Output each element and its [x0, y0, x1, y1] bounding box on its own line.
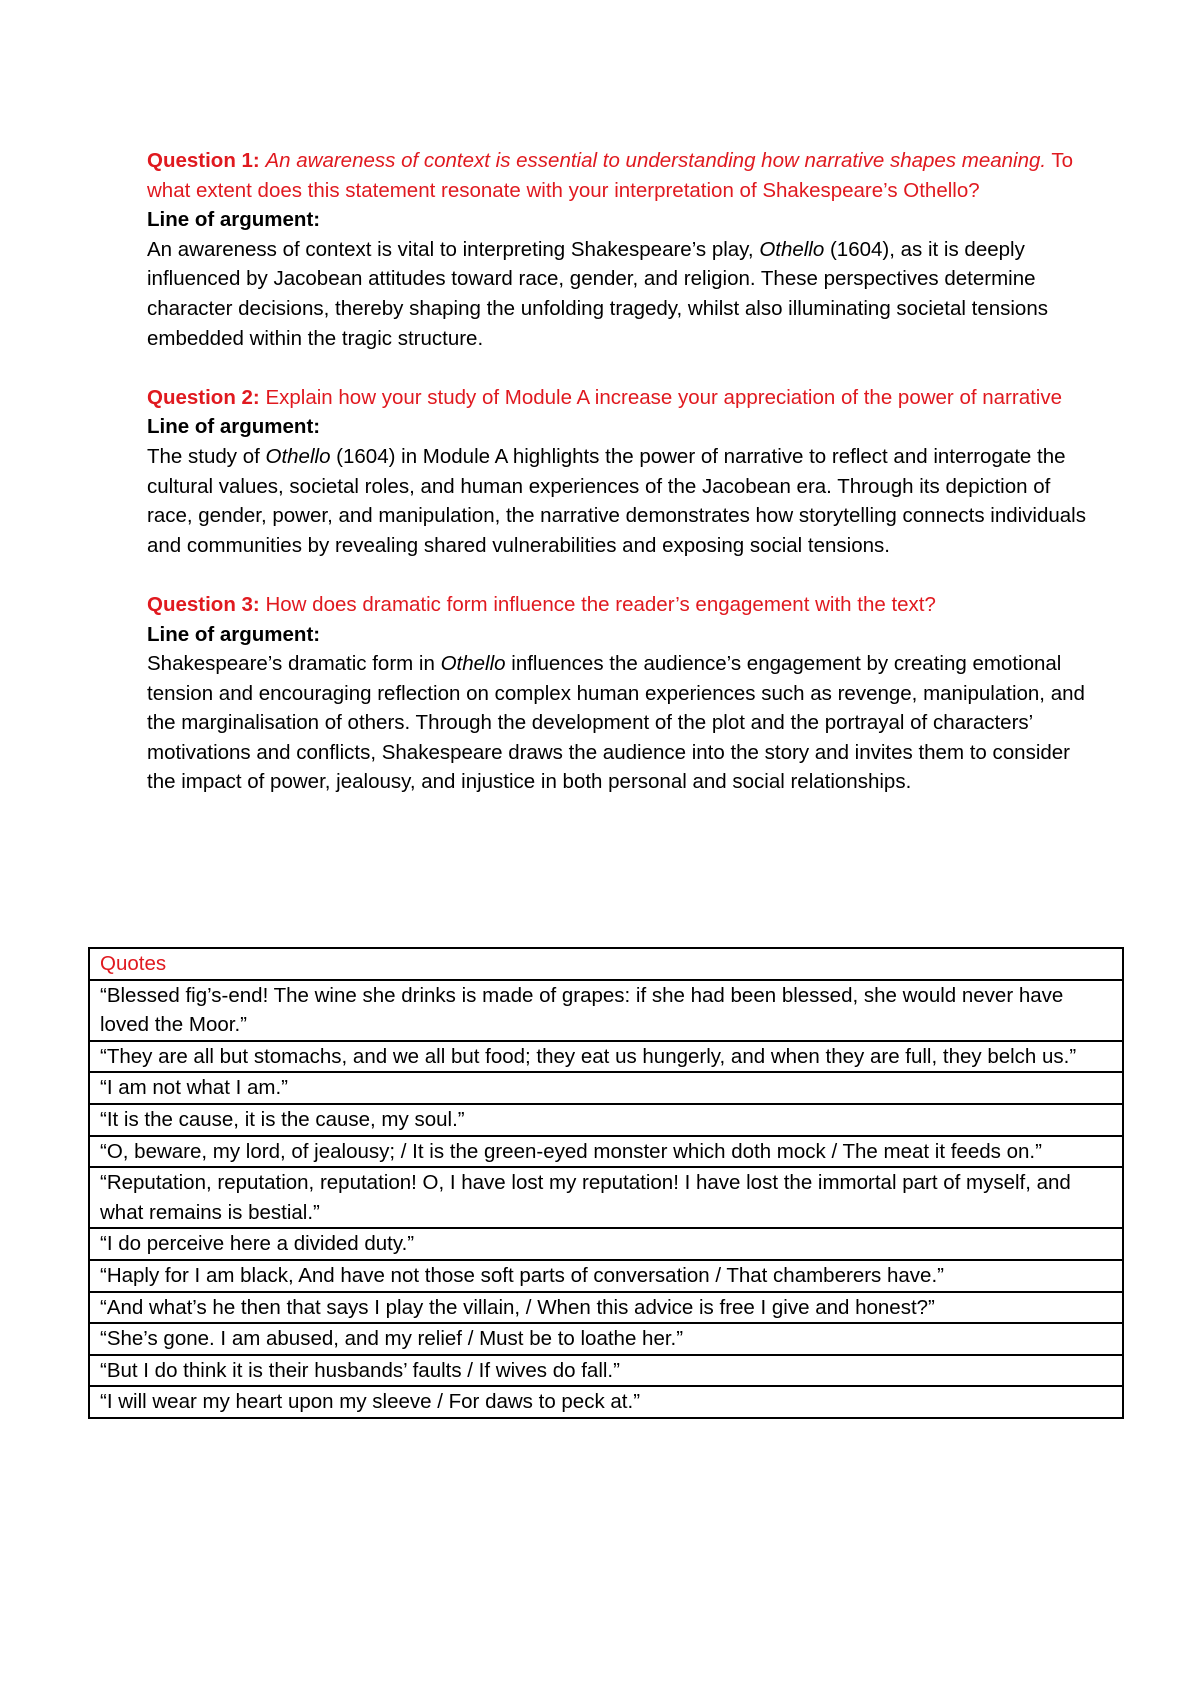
question-block-1 [147, 146, 1087, 353]
question-1-prompt [147, 146, 1087, 205]
argument-3-text-b: influences the audience’s engagement by creating emotional tension and encouraging reflection on complex human experiences such as revenge, manipulation, and the marginalisation of others. Through the development of the plot and the portrayal of characters’ motivations and conflicts, Shakespeare draws the audience into the story and invites them to consider the impact of power, jealousy, and injustice in both personal and social relationships. [147, 652, 1085, 794]
quotes-header-row [89, 948, 1123, 980]
question-3-prompt [147, 590, 1087, 620]
question-2-argument [147, 442, 1087, 560]
question-2-argument-label: Line of argument: [147, 415, 321, 439]
question-2-label: Question 2: [147, 385, 260, 409]
question-3-argument [147, 649, 1087, 797]
quote-row [89, 980, 1123, 1041]
argument-3-title: Othello [440, 652, 506, 676]
quote-cell: “O, beware, my lord, of jealousy; / It is the green-eyed monster which doth mock / The meat it feeds on.” [89, 1136, 1123, 1168]
quote-row [89, 1292, 1123, 1324]
questions-section [147, 146, 1087, 827]
argument-1-text-a: An awareness of context is vital to interpreting Shakespeare’s play, [147, 237, 760, 261]
quote-row [89, 1041, 1123, 1073]
quote-cell: “She’s gone. I am abused, and my relief / Must be to loathe her.” [89, 1323, 1123, 1355]
quotes-table [88, 947, 1124, 1419]
quote-row [89, 1323, 1123, 1355]
quote-cell: “I do perceive here a divided duty.” [89, 1228, 1123, 1260]
quote-row [89, 1167, 1123, 1228]
argument-2-text-b: (1604) in Module A highlights the power of narrative to reflect and interrogate the cultural values, societal roles, and human experiences of the Jacobean era. Through its depiction of race, gender, power, and manipulation, the narrative demonstrates how storytelling connects individuals and communities by revealing shared vulnerabilities and exposing social tensions. [147, 444, 1086, 557]
argument-2-text-a: The study of [147, 444, 266, 468]
quote-cell: “But I do think it is their husbands’ faults / If wives do fall.” [89, 1355, 1123, 1387]
quote-cell: “I will wear my heart upon my sleeve / For daws to peck at.” [89, 1386, 1123, 1418]
quote-row [89, 1260, 1123, 1292]
question-1-text: To what extent does this statement resonate with your interpretation of Shakespeare’s Othello? [147, 149, 1074, 202]
quote-cell: “I am not what I am.” [89, 1072, 1123, 1104]
quote-cell: “And what’s he then that says I play the villain, / When this advice is free I give and honest?” [89, 1292, 1123, 1324]
question-1-quote: An awareness of context is essential to understanding how narrative shapes meaning. [265, 149, 1047, 172]
quote-row [89, 1355, 1123, 1387]
argument-1-title: Othello [759, 237, 825, 261]
quote-row [89, 1072, 1123, 1104]
question-2-prompt [147, 383, 1087, 413]
argument-1-text-b: (1604), as it is deeply influenced by Jacobean attitudes toward race, gender, and religion. These perspectives determine character decisions, thereby shaping the unfolding tragedy, whilst also illuminating societal tensions embedded within the tragic structure. [147, 237, 1048, 350]
argument-3-text-a: Shakespeare’s dramatic form in [147, 652, 441, 676]
question-1-argument [147, 235, 1087, 353]
question-2-text: Explain how your study of Module A increase your appreciation of the power of narrative [265, 385, 1063, 409]
question-3-label: Question 3: [147, 592, 260, 616]
quote-cell: “Haply for I am black, And have not those soft parts of conversation / That chamberers have.” [89, 1260, 1123, 1292]
quote-cell: “It is the cause, it is the cause, my soul.” [89, 1104, 1123, 1136]
quote-cell: “They are all but stomachs, and we all but food; they eat us hungerly, and when they are full, they belch us.” [89, 1041, 1123, 1073]
question-1-label: Question 1: [147, 149, 260, 172]
quotes-header: Quotes [89, 948, 1123, 980]
quote-row [89, 1228, 1123, 1260]
quote-row [89, 1104, 1123, 1136]
question-block-3 [147, 590, 1087, 797]
question-block-2 [147, 383, 1087, 561]
question-3-argument-label: Line of argument: [147, 622, 321, 646]
quote-row [89, 1136, 1123, 1168]
quote-cell: “Reputation, reputation, reputation! O, I have lost my reputation! I have lost the immortal part of myself, and what remains is bestial.” [89, 1167, 1123, 1228]
question-3-text: How does dramatic form influence the reader’s engagement with the text? [265, 592, 936, 616]
question-1-argument-label: Line of argument: [147, 208, 321, 232]
quote-row [89, 1386, 1123, 1418]
argument-2-title: Othello [265, 444, 331, 468]
quote-cell: “Blessed fig’s-end! The wine she drinks is made of grapes: if she had been blessed, she would never have loved the Moor.” [89, 980, 1123, 1041]
